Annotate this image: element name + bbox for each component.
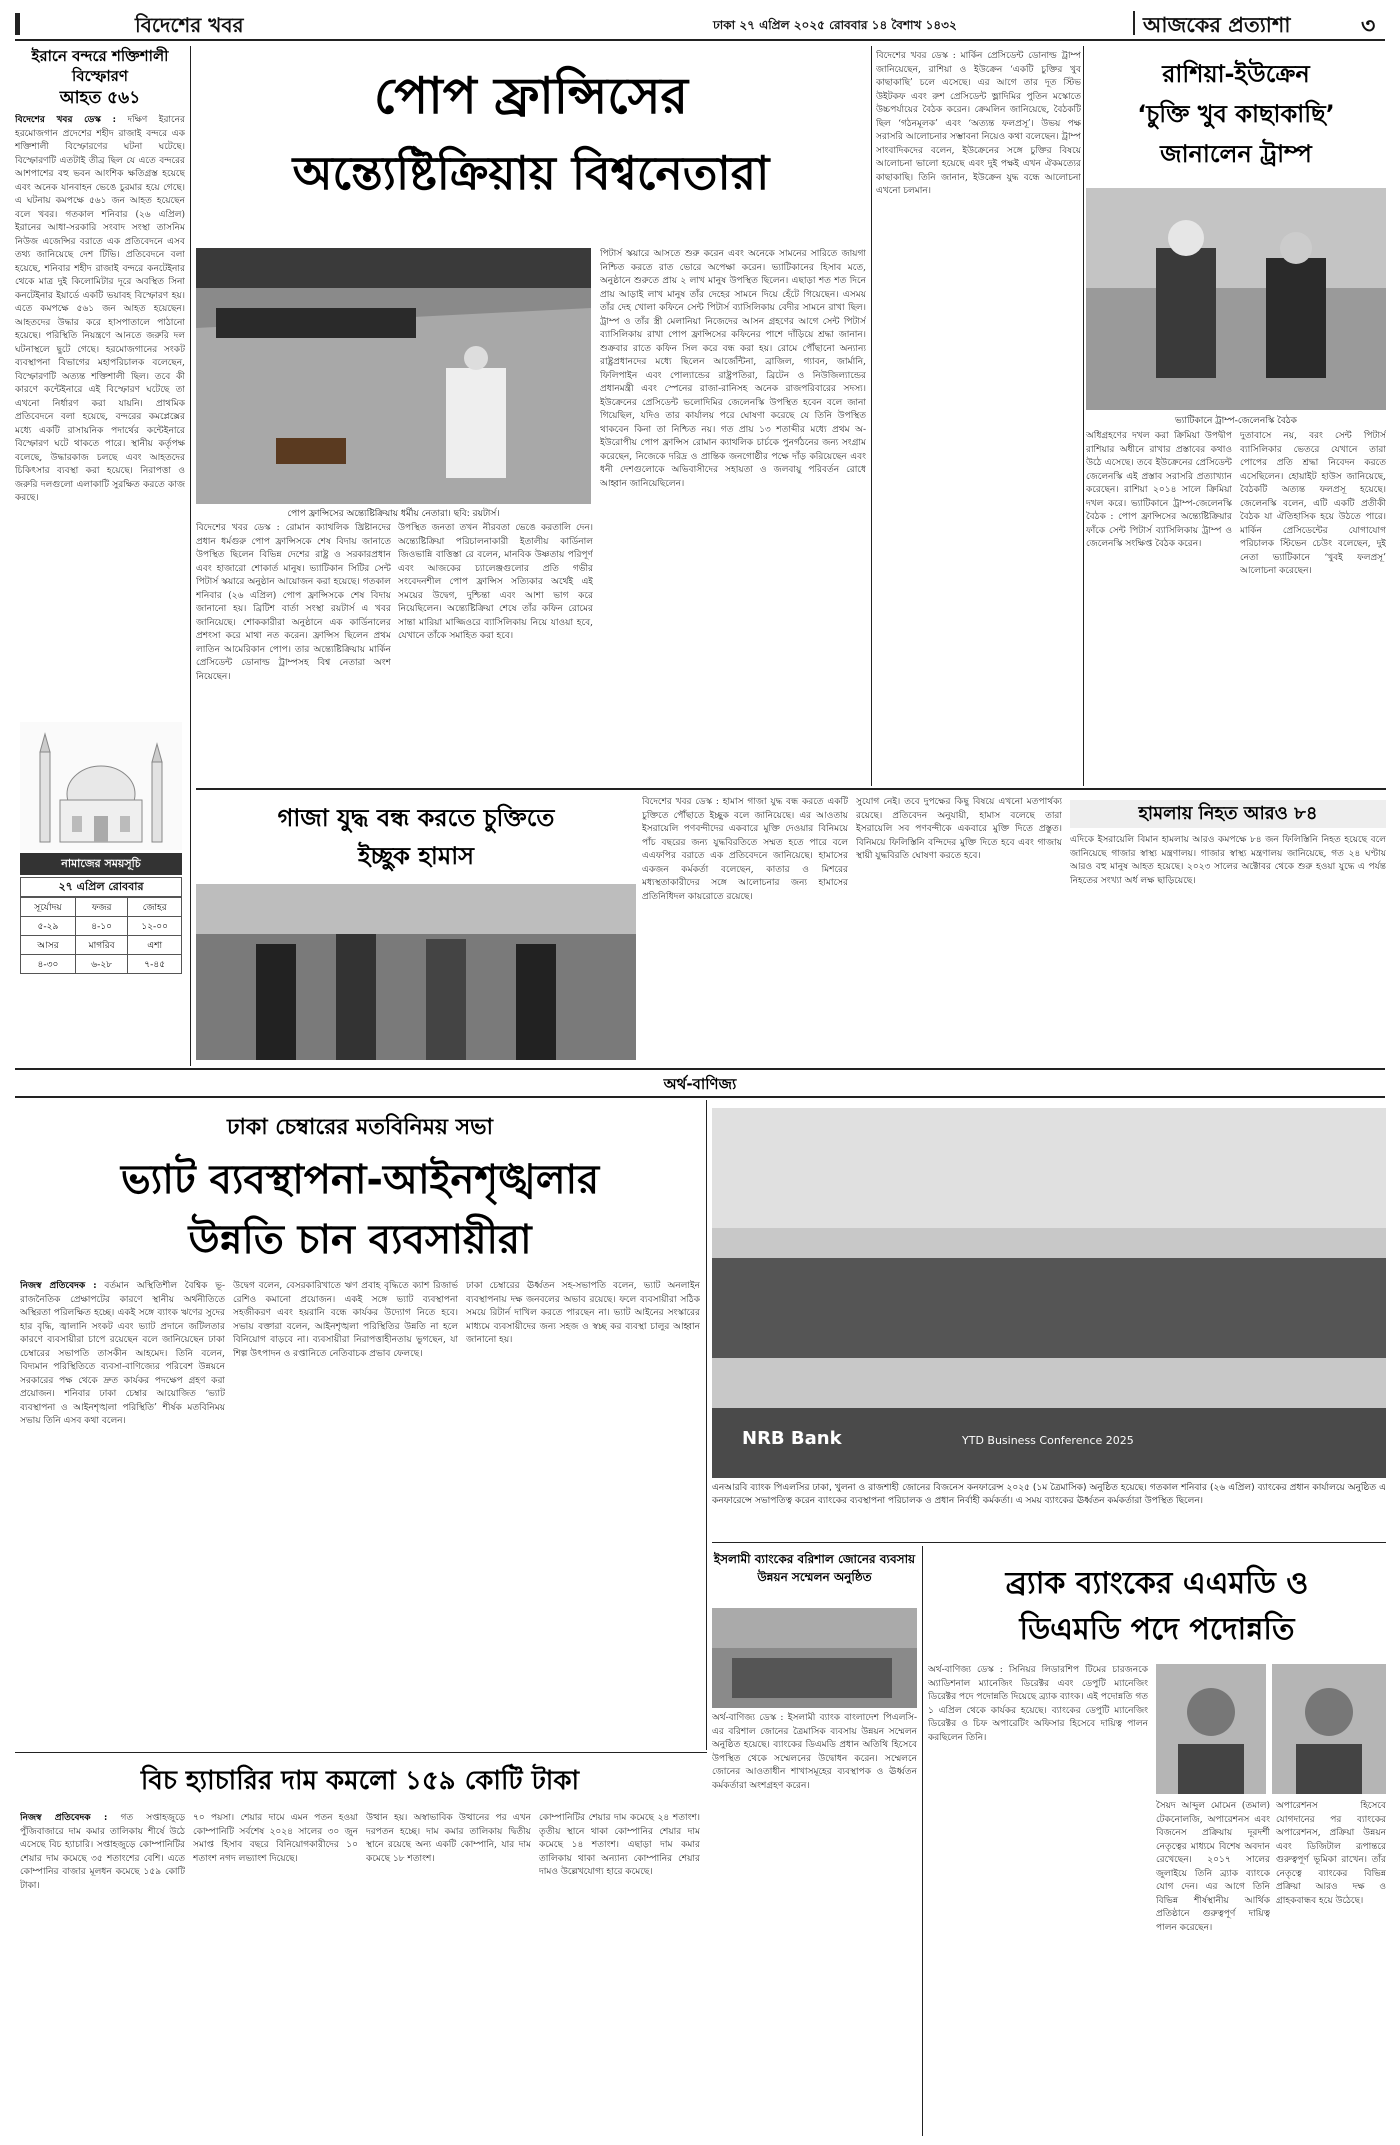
- pope-funeral-photo: [196, 248, 591, 504]
- iran-body: [15, 114, 185, 714]
- economy-col-3: ঢাকা চেম্বারের ঊর্ধ্বতন সহ-সভাপতি বলেন, ভ্যাট অনলাইন ব্যবস্থাপনায় দক্ষ জনবলের অভাব রয়েছে। ফলে ব্যবসায়ীরা সঠিক সময়ে রিটার্ন দাখিল করতে পারছেন না। ভ্যাট আইনের সংস্কারের মাধ্যমে ব্যবসায়ীদের জন্য সহজ ও স্বচ্ছ কর ব্যবস্থা চালুর আহ্বান জানানো হয়।: [466, 1281, 700, 1345]
- page-number: ৩: [1361, 14, 1376, 39]
- brac-portrait-1: [1156, 1664, 1266, 1794]
- nrb-banner-event: YTD Business Conference 2025: [962, 1434, 1134, 1447]
- beach-headline: বিচ হ্যাচারির দাম কমলো ১৫৯ কোটি টাকা: [140, 1766, 580, 1796]
- economy-col-1: [20, 1280, 225, 1750]
- russia-col-mid: অধিগ্রহণের দখল করা ক্রিমিয়া উপদ্বীপ রাশিয়ার অধীনে রাখার প্রস্তাবের কথাও উঠে এসেছে। তবে ইউক্রেনের প্রেসিডেন্ট জেলেনস্কি এই প্রস্তাব সরাসরি প্রত্যাখ্যান করেছেন। রাশিয়া ২০১৪ সালে ক্রিমিয়া দখল করে। ভ্যাটিকানে ট্রাম্প-জেলেনস্কি বৈঠক : পোপ ফ্রান্সিসের অন্ত্যেষ্টিক্রিয়ার ফাঁকে সেন্ট পিটার্স ব্যাসিলিকায় ট্রাম্প ও জেলেনস্কি সংক্ষিপ্ত বৈঠক করেন।: [1086, 431, 1232, 549]
- islami-headline: ইসলামী ব্যাংকের বরিশাল জোনের ব্যবসায় উন্নয়ন সম্মেলন অনুষ্ঠিত: [713, 1552, 916, 1584]
- masthead-left-bar: [15, 13, 20, 35]
- prayer-cell: এশা: [128, 936, 182, 955]
- russia-headline-1: রাশিয়া-ইউক্রেন: [1162, 60, 1310, 88]
- islami-body: অর্থ-বাণিজ্য ডেস্ক : ইসলামী ব্যাংক বাংলাদেশ পিএলসি-এর বরিশাল জোনের ত্রৈমাসিক ব্যবসায় উন্নয়ন সম্মেলন অনুষ্ঠিত হয়েছে। ব্যাংকের ডিএমডি প্রধান অতিথি হিসেবে উপস্থিত থেকে সম্মেলনের উদ্বোধন করেন। সম্মেলনে জোনের আওতাধীন শাখাসমূহের ব্যবস্থাপক ও ঊর্ধ্বতন কর্মকর্তারা অংশগ্রহণ করেন।: [712, 1713, 917, 1791]
- column-rule: [871, 46, 872, 786]
- beach-col-3: উত্থান হয়। অস্বাভাবিক উত্থানের পর এখন দরপতন হচ্ছে। দাম কমার তালিকায় দ্বিতীয় স্থানে রয়েছে অন্য একটি কোম্পানি, যার দাম কমেছে ১৮ শতাংশ।: [366, 1813, 531, 1864]
- russia-headline-3: জানালেন ট্রাম্প: [1160, 140, 1312, 168]
- pope-col-right: পিটার্স স্কয়ারে আসতে শুরু করেন এবং অনেকে সামনের সারিতে জায়গা নিশ্চিত করতে রাত ভোরে অপেক্ষা করেন। ভ্যাটিকানের হিসাব মতে, অনুষ্ঠানে শুরুতে প্রায় ২ লাখ মানুষ উপস্থিত ছিলেন। এছাড়া শত শত দিনে প্রায় আড়াই লাখ মানুষ তাঁর দেহের সামনে দিয়ে হেঁটে গিয়েছেন। এসময় তাঁর দেহ খোলা কফিনে সেন্ট পিটার্স ব্যাসিলিকায় বেদীর সামনে রাখা ছিল। ট্রাম্প ও তাঁর স্ত্রী মেলানিয়া নিজেদের আসন গ্রহণের আগে সেন্ট পিটার্স ব্যাসিলিকায় রাখা পোপ ফ্রান্সিসের কফিনের পাশে দাঁড়িয়ে শ্রদ্ধা জানান। শুক্রবার রাতে কফিন সিল করে বন্ধ করা হয়। রোমে পৌঁছানো অন্যান্য রাষ্ট্রপ্রধানদের মধ্যে ছিলেন আর্জেন্টিনা, ব্রাজিল, গ্যাবন, জার্মানি, ফিলিপাইন এবং পোল্যান্ডের রাষ্ট্রপতিরা, ব্রিটেন ও নিউজিল্যান্ডের প্রধানমন্ত্রী এবং স্পেনের রাজা-রানিসহ অনেক রাজপরিবারের সদস্য। ইউক্রেনের প্রেসিডেন্ট ভলোদিমির জেলেনস্কি উপস্থিত হবেন বলে জানা গিয়েছিল, যদিও তার কার্যালয় পরে ঘোষণা করেছে যে তিনি উপস্থিত থাকবেন কিনা তা নিশ্চিত নয়। গত প্রায় ১৩ শতাব্দীর মধ্যে প্রথম অ-ইউরোপীয় পোপ ফ্রান্সিস রোমান ক্যাথলিক চার্চকে পুনর্গঠনের জন্য সংগ্রাম করেছেন, নিজেকে দরিদ্র ও প্রান্তিক জনগোষ্ঠীর পক্ষে দাঁড় করিয়েছেন এবং ধনী দেশগুলোকে অভিবাসীদের সহায়তা ও জলবায়ু পরিবর্তন রোধে আহ্বান জানিয়েছিলেন।: [600, 249, 866, 489]
- prayer-cell: ৭-৪৫: [128, 955, 182, 974]
- economy-headline-1: ভ্যাট ব্যবস্থাপনা-আইনশৃঙ্খলার: [120, 1157, 600, 1203]
- prayer-cell: সূর্যোদয়: [21, 898, 76, 917]
- section-rule: [712, 1542, 1386, 1543]
- column-rule: [1083, 46, 1084, 786]
- beach-byline: নিজস্ব প্রতিবেদক :: [20, 1813, 108, 1823]
- prayer-times: [20, 853, 182, 971]
- economy-section-title: অর্থ-বাণিজ্য: [15, 1072, 1385, 1098]
- pope-caption: পোপ ফ্রান্সিসের অন্ত্যেষ্টিক্রিয়ায় ধর্মীয় নেতারা। ছবি: রয়টার্স।: [287, 509, 500, 519]
- iran-subhead: আহত ৫৬১: [59, 88, 141, 108]
- paper-name: আজকের প্রত্যাশা: [1143, 13, 1291, 37]
- economy-col-2: উদ্বেগ বলেন, বেসরকারিখাতে ঋণ প্রবাহ বৃদ্ধিতে ক্যাশ রিজার্ভ রেশিও কমানো প্রয়োজন। একই সঙ্গে ভ্যাট ব্যবস্থাপনা সহজীকরণ এবং হয়রানি বন্ধে কার্যকর উদ্যোগ নিতে হবে। সভায় বক্তারা বলেন, আইনশৃঙ্খলা পরিস্থিতির উন্নতি না হলে বিনিয়োগ বাড়বে না। ব্যবসায়ীরা নিরাপত্তাহীনতায় ভুগছেন, যা শিল্প উৎপাদন ও রপ্তানিতে নেতিবাচক প্রভাব ফেলছে।: [233, 1281, 458, 1359]
- prayer-row: [21, 898, 182, 917]
- prayer-cell: ৫-২৯: [21, 917, 76, 936]
- iran-headline: ইরানে বন্দরে শক্তিশালী বিস্ফোরণ: [31, 47, 169, 85]
- gaza-side-body: এদিকে ইসরায়েলি বিমান হামলায় আরও কমপক্ষে ৮৪ জন ফিলিস্তিনি নিহত হয়েছে বলে জানিয়েছে গাজার স্বাস্থ্য মন্ত্রণালয়। গাজার স্বাস্থ্য মন্ত্রণালয় জানিয়েছে, গত ২৪ ঘণ্টায় আরও বহু মানুষ আহত হয়েছে। ২০২৩ সালের অক্টোবর থেকে শুরু হওয়া যুদ্ধে এ পর্যন্ত নিহতের সংখ্যা অর্ধ লক্ষ ছাড়িয়েছে।: [1070, 835, 1386, 886]
- beach-col-4: কোম্পানিটির শেয়ার দাম কমেছে ২৪ শতাংশ। তৃতীয় স্থানে থাকা কোম্পানির শেয়ার দাম কমেছে ১৪ শতাংশ। এছাড়া দাম কমার তালিকায় থাকা অন্যান্য কোম্পানির শেয়ার দামও উল্লেখযোগ্য হারে কমেছে।: [539, 1813, 700, 1877]
- hamas-photo: [196, 884, 636, 1060]
- economy-headline-2: উন্নতি চান ব্যবসায়ীরা: [188, 1217, 532, 1263]
- beach-col-2: ৭০ পয়সা। শেয়ার দামে এমন পতন হওয়া কোম্পানিটি সর্বশেষ ২০২৪ সালের ৩০ জুন সমাপ্ত হিসাব বছরে বিনিয়োগকারীদের ১০ শতাংশ নগদ লভ্যাংশ দিয়েছে।: [193, 1813, 358, 1864]
- prayer-date: ২৭ এপ্রিল রোববার: [20, 877, 182, 897]
- nrb-conference-photo: [712, 1108, 1386, 1478]
- prayer-cell: জোহর: [128, 898, 182, 917]
- gaza-headline-2: ইচ্ছুক হামাস: [357, 842, 475, 870]
- russia-headline-2: ‘চুক্তি খুব কাছাকাছি’: [1137, 100, 1335, 128]
- mosque-illustration: [20, 722, 182, 850]
- prayer-cell: ৪-১০: [75, 917, 127, 936]
- section-rule: [15, 1068, 1385, 1070]
- russia-col-left: বিদেশের খবর ডেস্ক : মার্কিন প্রেসিডেন্ট ডোনাল্ড ট্রাম্প জানিয়েছেন, রাশিয়া ও ইউক্রেন ‘একটি চুক্তির খুব কাছাকাছি’ চলে এসেছে। এর আগে তার দূত স্টিভ উইটকফ এবং রুশ প্রেসিডেন্ট ভ্লাদিমির পুতিন মস্কোতে উচ্চপর্যায়ের বৈঠক করেন। ক্রেমলিন জানিয়েছে, বৈঠকটি ছিল ‘গঠনমূলক’ এবং ‘অত্যন্ত ফলপ্রসূ’। উভয় পক্ষ সরাসরি আলোচনার সম্ভাবনা নিয়েও কথা বলেছেন। ট্রাম্প সাংবাদিকদের বলেন, ইউক্রেনের সঙ্গে চুক্তির বিষয়ে আলোচনা ভালো হয়েছে এবং দুই পক্ষই এখন ঐকমত্যের কাছাকাছি। তিনি জানান, ইউক্রেন যুদ্ধ বন্ধে আলোচনা এখনো চলমান।: [876, 51, 1081, 196]
- prayer-row: [21, 955, 182, 974]
- iran-body-text: দক্ষিণ ইরানের হরমোজগান প্রদেশের শহীদ রাজাই বন্দরে এক শক্তিশালী বিস্ফোরণের ঘটনা ঘটেছে। বিস্ফোরণটি এতটাই তীব্র ছিল যে এতে বন্দরের আশপাশের বহু ভবন আংশিক ক্ষতিগ্রস্ত হয়েছে এবং অনেক যানবাহন ভেঙে চুরমার হয়ে গেছে। এ ঘটনায় কমপক্ষে ৫৬১ জন আহত হয়েছেন বলে খবর। গতকাল শনিবার (২৬ এপ্রিল) ইরানের আধা-সরকারি সংবাদ সংস্থা তাসনিম নিউজ এজেন্সির বরাতে এক প্রতিবেদনে এসব তথ্য জানিয়েছে দেশ টিভি। প্রতিবেদনে বলা হয়েছে, শনিবার শহীদ রাজাই বন্দরে কনটেইনার থেকে মাত্র দুই কিলোমিটার দূরে অবস্থিত সিনা কনটেইনার ইয়ার্ডে একটি ভয়াবহ বিস্ফোরণ হয়। এতে কমপক্ষে ৫৬১ জন আহত হয়েছেন। আহতদের উদ্ধার করে হাসপাতালে পাঠানো হয়েছে। পরিস্থিতি নিয়ন্ত্রণে আনতে জরুরি দল ঘটনাস্থলে ছুটে গেছে। হরমোজগানের সংকট ব্যবস্থাপনা বিভাগের মহাপরিচালক বলেছেন, বিস্ফোরণটি অত্যন্ত শক্তিশালী ছিল। তবে কী কারণে কন্টেইনারে এই বিস্ফোরণ ঘটেছে তা এখনো নির্ধারণ করা যায়নি। প্রাথমিক প্রতিবেদনে বলা হয়েছে, বন্দরের কমপ্লেক্সের মধ্যে একটি রাসায়নিক পদার্থের কন্টেইনারে বিস্ফোরণ ঘটে থাকতে পারে। স্থানীয় কর্তৃপক্ষ বলেছে, উদ্ধারকাজ চলছে এবং আহতদের চিকিৎসার ব্যবস্থা করা হয়েছে। নিরাপত্তা ও জরুরি দলগুলো এলাকাটি সুরক্ষিত করতে কাজ করছে।: [15, 115, 185, 503]
- pope-headline-1: পোপ ফ্রান্সিসের: [374, 67, 688, 125]
- islami-conference-photo: [712, 1608, 917, 1708]
- pope-col-mid: উপস্থিত জনতা তখন নীরবতা ভেঙে করতালি দেন। অন্ত্যেষ্টিক্রিয়া পরিচালনাকারী ইতালীয় কার্ডিনাল জিওভান্নি বাত্তিস্তা রে বলেন, মানবিক উষ্ণতায় পরিপূর্ণ এবং আজকের চ্যালেঞ্জগুলোর প্রতি গভীর সংবেদনশীল পোপ ফ্রান্সিস সত্যিকার অর্থেই এই সময়ের উদ্বেগ, দুশ্চিন্তা এবং আশা ভাগ করে নিয়েছিলেন। অন্ত্যেষ্টিক্রিয়া শেষে তাঁর কফিন রোমের সান্তা মারিয়া মাজ্জিওরে ব্যাসিলিকায় নিয়ে যাওয়া হবে, যেখানে তাঁকে সমাহিত করা হবে।: [398, 523, 593, 641]
- trump-zelensky-photo: [1086, 188, 1386, 410]
- gaza-headline-1: গাজা যুদ্ধ বন্ধ করতে চুক্তিতে: [277, 804, 555, 832]
- economy-byline: নিজস্ব প্রতিবেদক :: [20, 1281, 97, 1291]
- pope-col-left: বিদেশের খবর ডেস্ক : রোমান ক্যাথলিক খ্রিষ্টানদের প্রধান ধর্মগুরু পোপ ফ্রান্সিসকে শেষ বিদায় জানাতে উপস্থিত ছিলেন বিভিন্ন দেশের রাষ্ট্র ও সরকারপ্রধান এবং হাজারো শোকার্ত মানুষ। ভ্যাটিকান সিটির সেন্ট পিটার্স স্কয়ারে অনুষ্ঠান আয়োজন করা হয়েছে। গতকাল শনিবার (২৬ এপ্রিল) পোপ ফ্রান্সিসকে শেষ বিদায় জানানো হয়। ব্রিটিশ বার্তা সংস্থা রয়টার্স এ খবর জানিয়েছে। শোককারীরা অনুষ্ঠানে এক কার্ডিনালের প্রশংসা করে মাথা নত করেন। ফ্রান্সিস ছিলেন প্রথম লাতিন আমেরিকান পোপ। তার অন্ত্যেষ্টিক্রিয়ায় মার্কিন প্রেসিডেন্ট ডোনাল্ড ট্রাম্পসহ বিশ্ব নেতারা অংশ নিয়েছেন।: [196, 523, 391, 682]
- gaza-col-left: বিদেশের খবর ডেস্ক : হামাস গাজা যুদ্ধ বন্ধ করতে একটি চুক্তিতে পৌঁছাতে ইচ্ছুক বলে জানিয়েছে। এর আওতায় ইসরায়েলি পণবন্দীদের একবারে মুক্তি দেওয়ার বিনিময়ে পাঁচ বছরের জন্য যুদ্ধবিরতিতে সম্মত হতে পারে বলে এএফপির বরাতে এক প্রতিবেদনে জানিয়েছে। হামাসের একজন কর্মকর্তা বলেছেন, কাতার ও মিশরের মধ্যস্থতাকারীদের সঙ্গে আলোচনার জন্য হামাসের প্রতিনিধিদল কায়রোতে রয়েছে।: [642, 797, 848, 902]
- economy-kicker: ঢাকা চেম্বারের মতবিনিময় সভা: [227, 1115, 493, 1140]
- brac-col-1: অর্থ-বাণিজ্য ডেস্ক : সিনিয়র লিডারশিপ টিমের চারজনকে অ্যাডিশনাল ম্যানেজিং ডিরেক্টর এবং ডেপুটি ম্যানেজিং ডিরেক্টর পদে পদোন্নতি দিয়েছে ব্র্যাক ব্যাংক। এই পদোন্নতি গত ১ এপ্রিল থেকে কার্যকর হয়েছে। ব্যাংকের ডেপুটি ম্যানেজিং ডিরেক্টর ও চিফ অপারেটিং অফিসার হিসেবে দায়িত্ব পালন করছিলেন তিনি।: [928, 1665, 1148, 1743]
- beach-col-1-text: গত সপ্তাহজুড়ে পুঁজিবাজারে দাম কমার তালিকায় শীর্ষে উঠে এসেছে বিচ হ্যাচারি। সপ্তাহজুড়ে কোম্পানিটির শেয়ার দাম কমেছে ৩৫ শতাংশের বেশি। এতে কোম্পানির বাজার মূলধন কমেছে ১৫৯ কোটি টাকা।: [20, 1813, 185, 1891]
- nrb-caption: এনআরবি ব্যাংক পিএলসির ঢাকা, খুলনা ও রাজশাহী জোনের বিজনেস কনফারেন্স ২০২৫ (১ম ত্রৈমাসিক) অনুষ্ঠিত হয়েছে। গতকাল শনিবার (২৬ এপ্রিল) ব্যাংকের প্রধান কার্যালয়ে অনুষ্ঠিত এ কনফারেন্সে সভাপতিত্ব করেন ব্যাংকের ব্যবস্থাপনা পরিচালক ও প্রধান নির্বাহী কর্মকর্তা। এ সময় ব্যাংকের ঊর্ধ্বতন কর্মকর্তারা উপস্থিত ছিলেন।: [712, 1483, 1386, 1506]
- section-title: বিদেশের খবর: [135, 13, 244, 37]
- prayer-cell: ফজর: [75, 898, 127, 917]
- prayer-cell: ৪-৩০: [21, 955, 76, 974]
- prayer-table: [20, 897, 182, 974]
- section-rule: [15, 1752, 707, 1753]
- masthead-divider: [1133, 11, 1135, 35]
- russia-caption: ভ্যাটিকানে ট্রাম্প-জেলেনস্কি বৈঠক: [1175, 416, 1297, 426]
- prayer-row: [21, 936, 182, 955]
- gaza-col-mid: সুযোগ নেই। তবে দুপক্ষের কিছু বিষয়ে এখনো মতপার্থক্য রয়েছে। প্রতিবেদন অনুযায়ী, হামাস বলেছে তারা ইসরায়েলি সব পণবন্দীকে একবারে মুক্তি দিতে প্রস্তুত। বিনিময়ে ফিলিস্তিনি বন্দিদের মুক্তি দিতে হবে এবং গাজায় স্থায়ী যুদ্ধবিরতি ঘোষণা করতে হবে।: [856, 797, 1062, 861]
- beach-col-1: [20, 1812, 185, 2137]
- pope-headline-2: অন্ত্যেষ্টিক্রিয়ায় বিশ্বনেতারা: [292, 146, 770, 200]
- brac-col-3: অপারেশনস হিসেবে যোগদানের পর ব্যাংকের অপারেশনস, প্রক্রিয়া উন্নয়ন এবং ডিজিটাল রূপান্তরে গুরুত্বপূর্ণ ভূমিকা রাখেন। তাঁর নেতৃত্বে ব্যাংকের বিভিন্ন প্রক্রিয়া আরও দক্ষ ও গ্রাহকবান্ধব হয়ে উঠেছে।: [1276, 1801, 1386, 1906]
- brac-headline-1: ব্র্যাক ব্যাংকের এএমডি ও: [1005, 1566, 1309, 1601]
- prayer-title: নামাজের সময়সূচি: [20, 853, 182, 875]
- gaza-side-headline: হামলায় নিহত আরও ৮৪: [1070, 800, 1386, 828]
- prayer-cell: ৬-২৮: [75, 955, 127, 974]
- prayer-cell: আসর: [21, 936, 76, 955]
- masthead: [15, 5, 1385, 41]
- brac-headline-2: ডিএমডি পদে পদোন্নতি: [1019, 1612, 1295, 1647]
- nrb-banner-logo: NRB Bank: [742, 1428, 842, 1449]
- prayer-cell: মাগরিব: [75, 936, 127, 955]
- prayer-row: [21, 917, 182, 936]
- prayer-cell: ১২-০০: [128, 917, 182, 936]
- brac-portrait-2: [1272, 1664, 1386, 1794]
- iran-dateline: বিদেশের খবর ডেস্ক :: [15, 115, 116, 125]
- russia-col-right: দুতাবাসে নয়, বরং সেন্ট পিটার্স ব্যাসিলিকার ভেতরে যেখানে তারা পোপের প্রতি শ্রদ্ধা নিবেদন করতে এসেছিলেন। হোয়াইট হাউস জানিয়েছে, বৈঠকটি অত্যন্ত ফলপ্রসূ হয়েছে। জেলেনস্কি বলেন, এটি একটি প্রতীকী বৈঠক যা ঐতিহাসিক হয়ে উঠতে পারে। মার্কিন প্রেসিডেন্টের যোগাযোগ পরিচালক স্টিভেন চেউং বলেছেন, দুই নেতা ভ্যাটিকানে ‘খুবই ফলপ্রসূ’ আলোচনা করেছেন।: [1240, 431, 1386, 576]
- brac-col-2: সৈয়দ আব্দুল মোমেন (তমাল) টেকনোলজি, অপারেশনস এবং বিজনেস প্রক্রিয়ায় দূরদর্শী নেতৃত্বের মাধ্যমে বিশেষ অবদান রেখেছেন। ২০১৭ সালের জুলাইয়ে তিনি ব্র্যাক ব্যাংকে যোগ দেন। এর আগে তিনি বিভিন্ন শীর্ষস্থানীয় আর্থিক প্রতিষ্ঠানে গুরুত্বপূর্ণ দায়িত্ব পালন করেছেন।: [1156, 1801, 1270, 1933]
- column-rule: [706, 1100, 707, 1750]
- column-rule: [922, 1546, 923, 2136]
- section-rule: [196, 788, 1386, 790]
- issue-date: ঢাকা ২৭ এপ্রিল ২০২৫ রোববার ১৪ বৈশাখ ১৪৩২: [713, 18, 957, 32]
- column-rule: [190, 46, 191, 1066]
- economy-col-1-text: বর্তমান অস্থিতিশীল বৈশ্বিক ভূ-রাজনৈতিক প্রেক্ষাপটের কারণে স্থানীয় অর্থনীতিতে অস্থিরতা পরিলক্ষিত হচ্ছে। একই সঙ্গে ব্যাংক ঋণের সুদের হার বৃদ্ধি, জ্বালানি সংকট এবং ভ্যাট প্রদানে জটিলতার কারণে ব্যবসায়ীরা চাপে রয়েছেন বলে জানিয়েছেন ঢাকা চেম্বারের সভাপতি তাসকীন আহমেদ। তিনি বলেন, বিদ্যমান পরিস্থিতিতে ব্যবসা-বাণিজ্যের পরিবেশ উন্নয়নে সরকারের পক্ষ থেকে দ্রুত কার্যকর পদক্ষেপ গ্রহণ করা প্রয়োজন। শনিবার ঢাকা চেম্বার আয়োজিত ‘ভ্যাট ব্যবস্থাপনা ও আইনশৃঙ্খলা পরিস্থিতি’ শীর্ষক মতবিনিময় সভায় তিনি এসব কথা বলেন।: [20, 1281, 225, 1426]
